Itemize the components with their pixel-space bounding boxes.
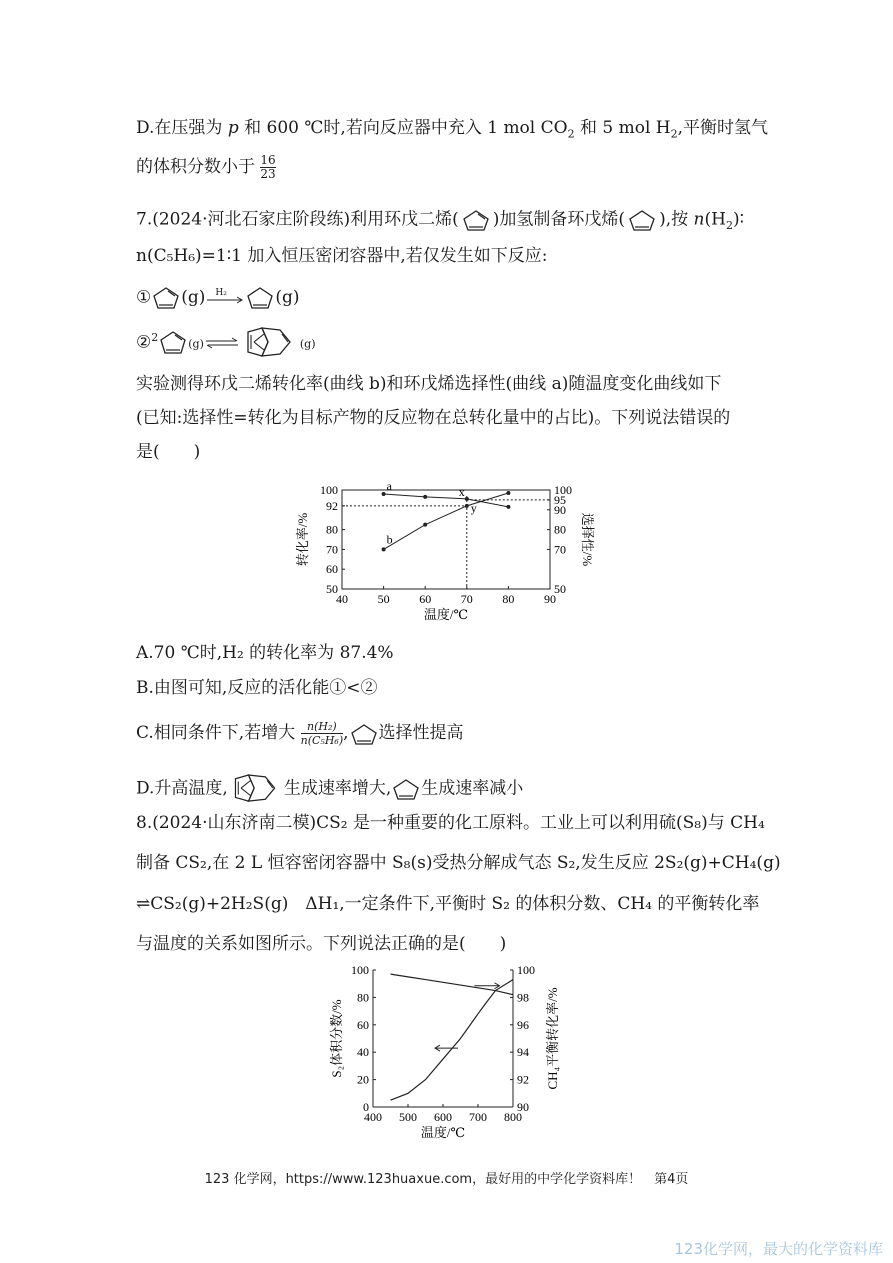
- y-tick-label-left: 20: [357, 1072, 369, 1087]
- ratio-fraction: $\frac{\text{n(H₂)}}{\text{n(C₅H₆)}}$: [300, 720, 344, 747]
- y-tick-label-right: 90: [554, 502, 566, 517]
- annotation-y: y: [470, 500, 477, 515]
- data-point-b: [506, 491, 510, 495]
- y-tick-label-left: 60: [357, 1017, 369, 1032]
- x-tick-label: 700: [469, 1110, 487, 1124]
- cyclopentadiene-icon: [151, 285, 181, 311]
- q7-text2: (已知:选择性=转化为目标产物的反应物在总转化量中的占比)。下列说法错误的: [136, 408, 731, 428]
- data-point-b: [465, 504, 469, 508]
- y-tick-label-left: 92: [326, 498, 338, 513]
- cyclopentene-icon: [625, 208, 659, 232]
- series-label-a: a: [386, 478, 392, 493]
- y-axis-label-left: 转化率/%: [295, 512, 310, 567]
- cyclopentadiene-icon: [459, 208, 493, 232]
- dicyclopentadiene-icon: [228, 770, 284, 808]
- q7-stem-line2: n(C₅H₆)=1∶1 加入恒压密闭容器中,若仅发生如下反应:: [136, 246, 548, 266]
- y-tick-label-left: 0: [363, 1100, 369, 1114]
- y-tick-label-right: 50: [554, 582, 566, 596]
- data-point-b: [423, 523, 427, 527]
- q8-line4: 与温度的关系如图所示。下列说法正确的是( ): [136, 934, 507, 954]
- y-axis-label-right: CH₄平衡转化率/%: [545, 987, 560, 1090]
- equilibrium-arrow: [204, 335, 240, 351]
- chart-s2-ch4: [325, 962, 585, 1152]
- annotation-x: x: [458, 484, 465, 499]
- y-tick-label-left: 40: [357, 1045, 369, 1060]
- dicyclopentadiene-icon: [240, 324, 300, 362]
- x-axis-label: 温度/℃: [420, 1125, 466, 1140]
- data-point-a: [506, 505, 510, 509]
- y-tick-label-right: 70: [554, 542, 566, 557]
- y-tick-label-right: 98: [517, 990, 529, 1005]
- data-point-a: [382, 492, 386, 496]
- y-tick-label-left: 80: [326, 522, 338, 537]
- series-label-b: b: [386, 532, 393, 547]
- x-tick-label: 40: [336, 592, 348, 606]
- y-tick-label-left: 100: [320, 483, 338, 497]
- q6-option-d: D.在压强为 p 和 600 ℃时,若向反应器中充入 1 mol $CO_2$ 和 5 mol $H_2$,平衡时氢气: [136, 118, 769, 141]
- y-axis-label-left: S₂体积分数/%: [329, 999, 344, 1078]
- x-tick-label: 800: [504, 1110, 522, 1124]
- y-tick-label-right: 94: [517, 1045, 529, 1060]
- q7-option-a: A.70 ℃时,H₂ 的转化率为 87.4%: [136, 643, 394, 663]
- data-point-a: [423, 495, 427, 499]
- q7-option-c: C.相同条件下,若增大 $\frac{\text{n(H₂)}}{\text{n(C₅H₆)}}$ , 选择性提高: [136, 720, 464, 747]
- y-tick-label-left: 80: [357, 990, 369, 1005]
- x-tick-label: 600: [434, 1110, 452, 1124]
- x-tick-label: 50: [377, 592, 390, 606]
- y-tick-label-left: 50: [326, 582, 338, 596]
- q7-text3: 是( ): [136, 442, 201, 462]
- q8-line1: 8.(2024·山东济南二模)CS₂ 是一种重要的化工原料。工业上可以利用硫(S₈)与 CH₄: [136, 813, 765, 833]
- y-tick-label-right: 100: [517, 963, 535, 977]
- plot-frame: [342, 490, 550, 589]
- q7-option-b: B.由图可知,反应的活化能①<②: [136, 678, 378, 698]
- y-axis-label-right: 选择性/%: [580, 512, 595, 567]
- chart-conversion-selectivity: [285, 476, 605, 626]
- page-footer: 123 化学网，https://www.123huaxue.com，最好用的中学化学资料库！ 第4页: [204, 1172, 689, 1187]
- series-line-a: [384, 494, 509, 507]
- q7-option-d: D.升高温度, 生成速率增大, 生成速率减小: [136, 770, 523, 808]
- watermark: 123化学网，最大的化学资料库: [674, 1240, 883, 1258]
- x-tick-label: 400: [364, 1110, 382, 1124]
- q8-line3: ⇌CS₂(g)+2H₂S(g) ΔH₁,一定条件下,平衡时 S₂ 的体积分数、CH₄ 的平衡转化率: [136, 894, 760, 914]
- x-axis-label: 温度/℃: [423, 607, 469, 622]
- fraction: $\frac{16}{23}$: [260, 153, 276, 181]
- y-tick-label-right: 80: [554, 522, 566, 537]
- y-tick-label-right: 100: [554, 483, 572, 497]
- reaction-1: ① (g) H₂ (g): [136, 285, 300, 311]
- q6-option-d-line2: 的体积分数小于 $\frac{16}{23}$: [136, 153, 276, 181]
- y-tick-label-left: 70: [326, 542, 338, 557]
- x-tick-label: 80: [502, 592, 515, 606]
- x-tick-label: 90: [544, 592, 556, 606]
- data-point-a: [465, 497, 469, 501]
- x-tick-label: 60: [419, 592, 432, 606]
- cyclopentene-icon: [391, 777, 421, 801]
- y-tick-label-right: 96: [517, 1017, 529, 1032]
- y-tick-label-left: 60: [326, 562, 338, 577]
- y-tick-label-right: 90: [517, 1100, 529, 1114]
- y-tick-label-right: 95: [554, 492, 566, 507]
- y-tick-label-left: 100: [351, 963, 369, 977]
- series-line-ch4: [391, 980, 514, 1101]
- cyclopentene-icon: [349, 722, 379, 746]
- cyclopentadiene-icon: [158, 328, 188, 358]
- q7-text1: 实验测得环戊二烯转化率(曲线 b)和环戊烯选择性(曲线 a)随温度变化曲线如下: [136, 374, 722, 394]
- reaction-2: ②$^2$(g) (g): [136, 324, 316, 362]
- data-point-b: [382, 547, 386, 551]
- x-tick-label: 70: [460, 592, 473, 606]
- y-tick-label-right: 92: [517, 1072, 529, 1087]
- reaction-arrow: H₂: [205, 288, 245, 308]
- cyclopentene-icon: [245, 285, 275, 311]
- series-line-b: [384, 493, 509, 549]
- q8-line2: 制备 CS₂,在 2 L 恒容密闭容器中 S₈(s)受热分解成气态 S₂,发生反应 2S₂(g)+CH₄(g): [136, 853, 781, 873]
- q7-stem-line1: 7.(2024·河北石家庄阶段练)利用环戊二烯( )加氢制备环戊烯( ),按 $n(H_2)∶$: [136, 209, 744, 232]
- x-tick-label: 500: [399, 1110, 417, 1124]
